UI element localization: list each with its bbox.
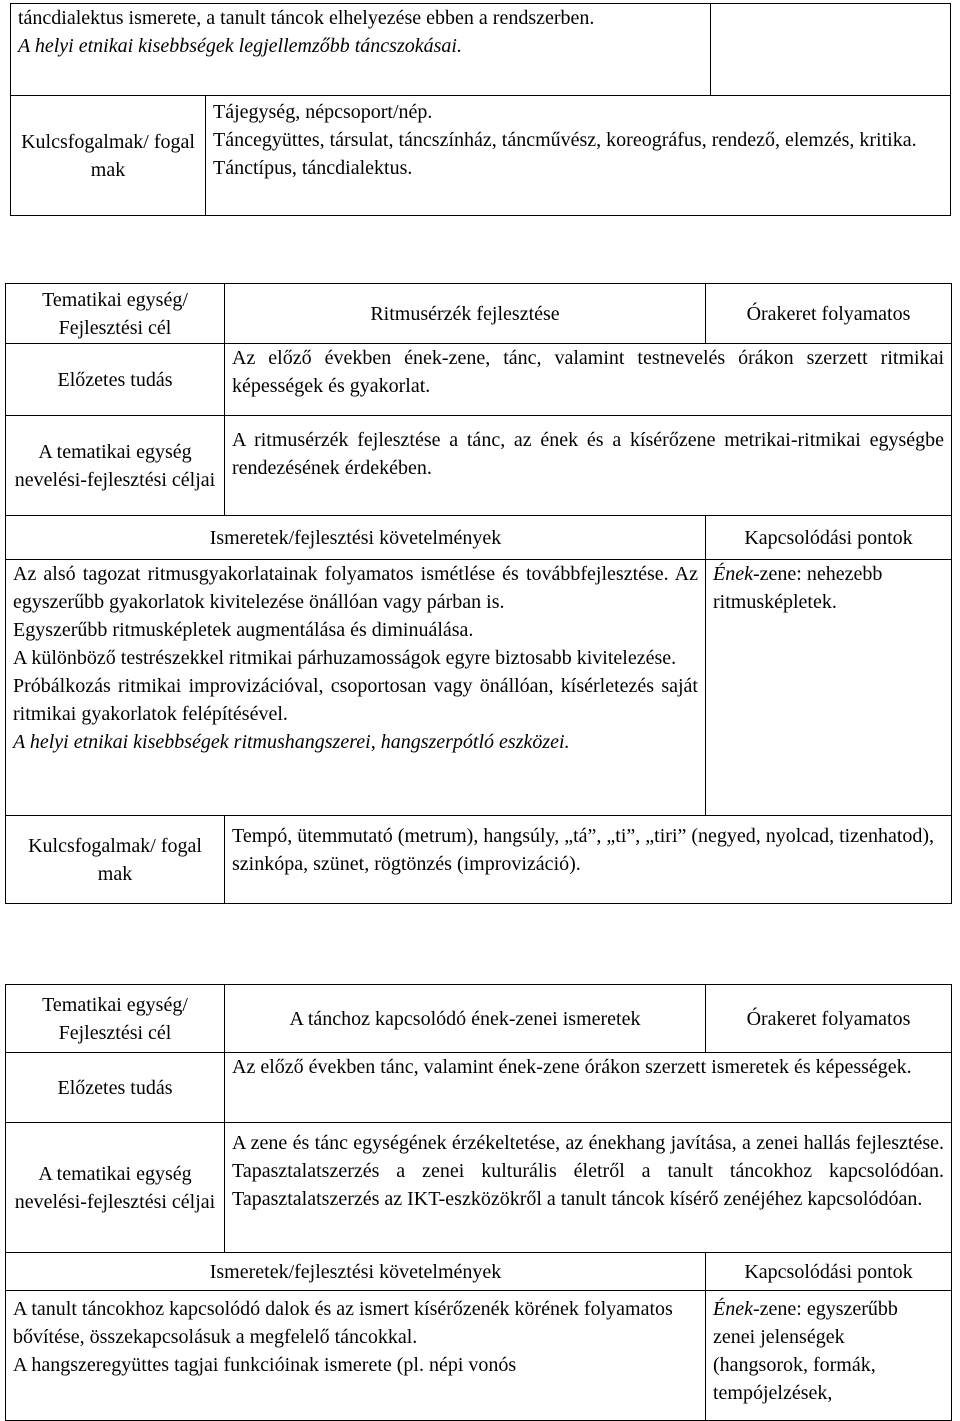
requirement-item: Egyszerűbb ritmusképletek augmentálása és diminuálása. (13, 619, 474, 641)
key-concepts-label: Kulcsfogalmak/ fogal mak (11, 96, 206, 216)
hours-label: Órakeret folyamatos (706, 985, 952, 1053)
goals-label: A tematikai egység nevelési-fejlesztési céljai (6, 416, 225, 516)
links-cell (706, 560, 952, 816)
link-text: -zene: egyszerűbb zenei jelenségek (hangsorok, formák, tempójelzések, (713, 1298, 898, 1404)
link-subject: Ének (713, 563, 753, 585)
prior-knowledge-text: Az előző években tánc, valamint ének-zene órákon szerzett ismeretek és képességek. (225, 1053, 952, 1123)
key-concepts-cell (206, 96, 951, 216)
links-header: Kapcsolódási pontok (706, 516, 952, 560)
key-concept-line: Táncegyüttes, társulat, táncszínház, táncművész, koreográfus, rendező, elemzés, kritika. (213, 129, 917, 151)
key-concept-line: Tánctípus, táncdialektus. (213, 157, 413, 179)
requirement-item: Az alsó tagozat ritmusgyakorlatainak folyamatos ismétlése és továbbfejlesztése. Az egyszerűbb gyakorlatok kivitelezése önállóan vagy párban is. (13, 563, 698, 613)
topic-title: Ritmusérzék fejlesztése (225, 284, 706, 344)
topic-label: Tematikai egység/ Fejlesztési cél (6, 284, 225, 344)
links-cell (706, 1291, 952, 1421)
links-header: Kapcsolódási pontok (706, 1253, 952, 1291)
requirements-cell (6, 560, 706, 816)
requirements-cell (6, 1291, 706, 1421)
empty-cell (711, 4, 951, 96)
goals-text: A zene és tánc egységének érzékeltetése, az énekhang javítása, a zenei hallás fejlesztése. Tapasztalatszerzés a zenei kulturális életről a tanult táncokhoz kapcsolódóan. Tapasztalatszerzés az IKT-eszközökről a tanult táncok kísérő zenéjéhez kapcsolódóan. (225, 1123, 952, 1253)
goals-label: A tematikai egység nevelési-fejlesztési céljai (6, 1123, 225, 1253)
requirement-item: A hangszeregyüttes tagjai funkcióinak ismerete (pl. népi vonós (13, 1354, 517, 1376)
link-text: -zene: nehezebb ritmusképletek. (713, 563, 883, 613)
prior-knowledge-label: Előzetes tudás (6, 1053, 225, 1123)
rhythm-unit-table (5, 283, 952, 904)
hours-label: Órakeret folyamatos (706, 284, 952, 344)
requirements-header: Ismeretek/fejlesztési követelmények (6, 1253, 706, 1291)
prior-knowledge-text: Az előző években ének-zene, tánc, valamint testnevelés órákon szerzett ritmikai képességek és gyakorlat. (225, 344, 952, 416)
requirement-item: Próbálkozás ritmikai improvizációval, csoportosan vagy önállóan, kísérletezés saját ritmikai gyakorlatok felépítésével. (13, 675, 698, 725)
key-concepts-label: Kulcsfogalmak/ fogal mak (6, 816, 225, 904)
goals-text: A ritmusérzék fejlesztése a tánc, az ének és a kísérőzene metrikai-ritmikai egységbe rendezésének érdekében. (225, 416, 952, 516)
requirement-item-italic: A helyi etnikai kisebbségek ritmushangszerei, hangszerpótló eszközei. (13, 731, 570, 753)
top-text-italic-line: A helyi etnikai kisebbségek legjellemzőbb táncszokásai. (18, 35, 462, 57)
link-subject: Ének (713, 1298, 753, 1320)
key-concept-line: Tájegység, népcsoport/nép. (213, 101, 433, 123)
top-text-line: táncdialektus ismerete, a tanult táncok elhelyezése ebben a rendszerben. (18, 7, 595, 29)
continuation-table (10, 3, 951, 216)
requirement-item: A különböző testrészekkel ritmikai párhuzamosságok egyre biztosabb kivitelezése. (13, 647, 677, 669)
continuation-text-cell (11, 4, 711, 96)
topic-label: Tematikai egység/ Fejlesztési cél (6, 985, 225, 1053)
topic-title: A tánchoz kapcsolódó ének-zenei ismeretek (225, 985, 706, 1053)
requirements-header: Ismeretek/fejlesztési követelmények (6, 516, 706, 560)
prior-knowledge-label: Előzetes tudás (6, 344, 225, 416)
requirement-item: A tanult táncokhoz kapcsolódó dalok és az ismert kísérőzenék körének folyamatos bővítése, összekapcsolásuk a megfelelő táncokkal. (13, 1298, 673, 1348)
music-unit-table (5, 984, 952, 1421)
key-concepts-text: Tempó, ütemmutató (metrum), hangsúly, „tá”, „ti”, „tiri” (negyed, nyolcad, tizenhatod), szinkópa, szünet, rögtönzés (improvizáció). (225, 816, 952, 904)
